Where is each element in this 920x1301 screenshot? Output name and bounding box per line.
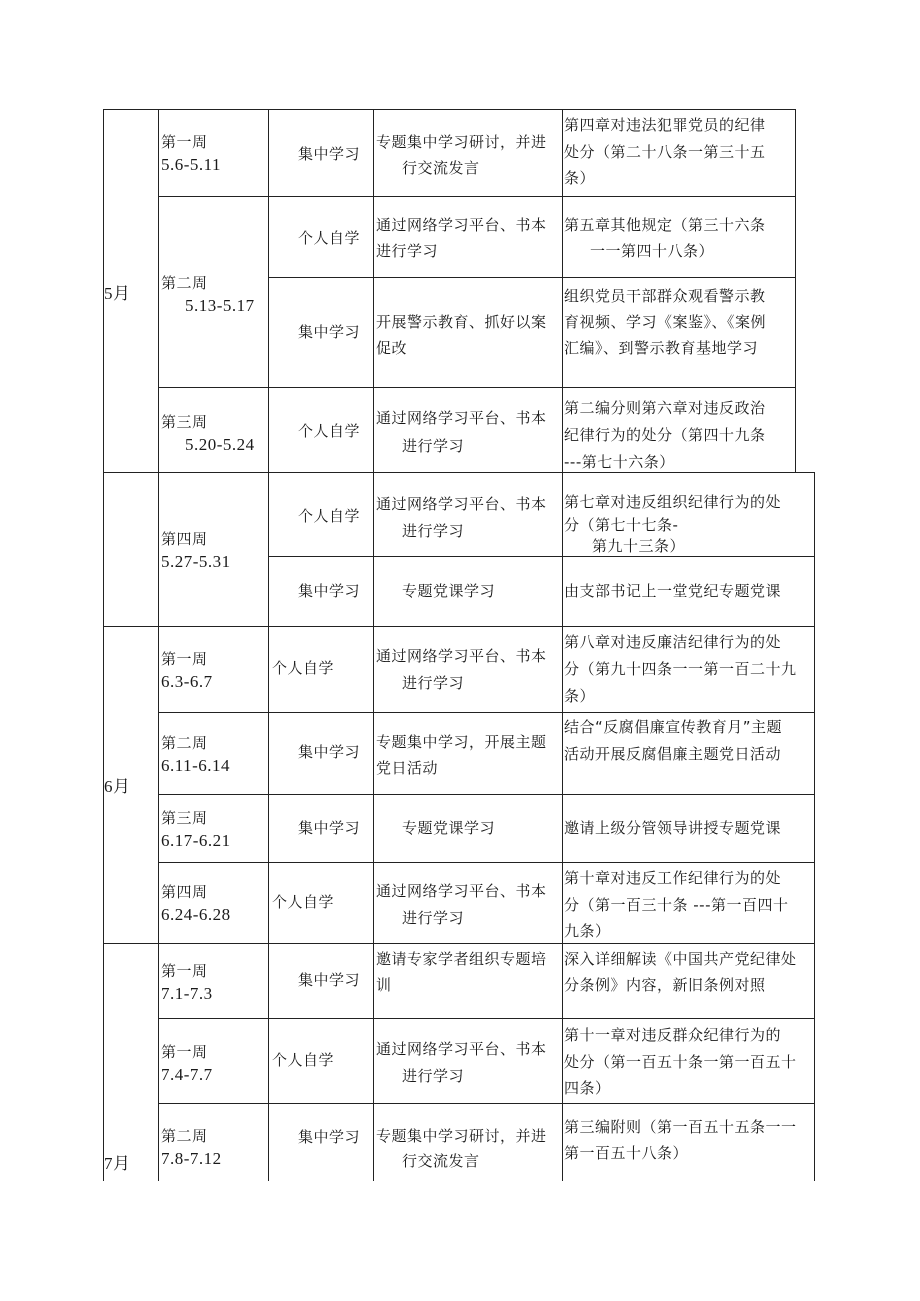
chapter-text: 第八章对违反廉洁纪律行为的处	[564, 633, 782, 651]
chapter-text: 处分（第一百五十条一第一百五十	[564, 1053, 797, 1071]
month-label: 7月	[104, 1154, 131, 1173]
week-label: 第一周	[161, 1043, 208, 1061]
study-content: 专题党课学习	[402, 819, 496, 837]
study-content: 专题集中学习研讨，并进	[376, 1127, 547, 1145]
study-content: 通过网络学习平台、书本	[376, 1040, 547, 1058]
chapter-text: 由支部书记上一堂党纪专题党课	[564, 582, 782, 600]
grid-line	[795, 109, 796, 473]
study-content: 促改	[376, 339, 408, 357]
chapter-text: 九条）	[564, 922, 611, 940]
study-content: 通过网络学习平台、书本	[376, 647, 547, 665]
week-label: 第一周	[161, 650, 208, 668]
study-content: 训	[376, 976, 392, 994]
study-form: 集中学习	[298, 1128, 361, 1146]
week-label: 第二周	[161, 734, 208, 752]
study-content: 通过网络学习平台、书本	[376, 882, 547, 900]
week-dates: 6.3-6.7	[161, 672, 213, 691]
study-content: 邀请专家学者组织专题培	[376, 950, 547, 968]
study-form: 个人自学	[298, 422, 361, 440]
week-dates: 6.11-6.14	[161, 756, 231, 775]
week-label: 第三周	[161, 413, 208, 431]
chapter-text: 活动开展反腐倡廉主题党日活动	[564, 745, 782, 763]
chapter-text: 第九十三条）	[592, 537, 686, 555]
chapter-text: 纪律行为的处分（第四十九条	[564, 426, 766, 444]
study-content: 通过网络学习平台、书本	[376, 495, 547, 513]
study-form: 个人自学	[298, 229, 361, 247]
week-label: 第二周	[161, 274, 208, 292]
study-form: 集中学习	[298, 819, 361, 837]
grid-line	[268, 277, 795, 278]
study-content: 专题党课学习	[402, 582, 496, 600]
grid-line	[103, 626, 814, 627]
week-dates: 5.6-5.11	[161, 155, 222, 174]
week-dates: 6.24-6.28	[161, 905, 231, 924]
study-content: 党日活动	[376, 759, 439, 777]
chapter-text: 分（第一百三十条 ---第一百四十	[564, 896, 789, 914]
chapter-text: 分（第七十七条-	[564, 516, 679, 534]
chapter-text: 第一百五十八条）	[564, 1144, 689, 1162]
study-form: 个人自学	[298, 507, 361, 525]
chapter-text: 处分（第二十八条一第三十五	[564, 143, 766, 161]
grid-line	[562, 109, 563, 1181]
chapter-text: ---第七十六条）	[564, 453, 675, 471]
study-content: 进行学习	[402, 909, 465, 927]
study-form: 集中学习	[298, 743, 361, 761]
grid-line	[268, 556, 814, 557]
study-content: 专题集中学习研讨，并进	[376, 133, 547, 151]
chapter-text: 第五章其他规定（第三十六条	[564, 216, 766, 234]
chapter-text: 汇编》、到警示教育基地学习	[564, 339, 759, 357]
study-content: 进行学习	[402, 674, 465, 692]
study-content: 通过网络学习平台、书本	[376, 216, 547, 234]
study-form: 集中学习	[298, 971, 361, 989]
chapter-text: 一一第四十八条）	[590, 242, 715, 260]
grid-line	[103, 109, 104, 1181]
week-dates: 5.20-5.24	[185, 435, 255, 454]
chapter-text: 邀请上级分管领导讲授专题党课	[564, 819, 782, 837]
week-dates: 6.17-6.21	[161, 831, 231, 850]
grid-line	[158, 196, 795, 197]
study-content: 进行学习	[402, 437, 465, 455]
study-content: 通过网络学习平台、书本	[376, 409, 547, 427]
study-content: 进行学习	[402, 1067, 465, 1085]
grid-line	[158, 387, 795, 388]
chapter-text: 深入详细解读《中国共产党纪律处	[564, 950, 797, 968]
week-label: 第三周	[161, 809, 208, 827]
grid-line	[158, 1018, 814, 1019]
grid-line	[103, 109, 795, 110]
week-dates: 7.8-7.12	[161, 1149, 222, 1168]
chapter-text: 分（第九十四条一一第一百二十九	[564, 660, 797, 678]
chapter-text: 育视频、学习《案鉴》、《案例	[564, 313, 767, 331]
study-form: 个人自学	[272, 893, 335, 911]
grid-line	[103, 943, 814, 944]
week-dates: 5.13-5.17	[185, 296, 255, 315]
week-dates: 7.1-7.3	[161, 984, 213, 1003]
grid-line	[103, 472, 814, 473]
grid-line	[814, 472, 815, 1181]
week-label: 第一周	[161, 962, 208, 980]
study-form: 集中学习	[298, 582, 361, 600]
chapter-text: 条）	[564, 169, 596, 187]
study-form: 个人自学	[272, 659, 335, 677]
grid-line	[158, 109, 159, 1181]
chapter-text: 第三编附则（第一百五十五条一一	[564, 1118, 797, 1136]
chapter-text: 条）	[564, 687, 596, 705]
chapter-text: 组织党员干部群众观看警示教	[564, 287, 766, 305]
chapter-text: 结合“反腐倡廉宣传教育月”主题	[564, 718, 783, 736]
chapter-text: 第二编分则第六章对违反政治	[564, 399, 766, 417]
study-content: 行交流发言	[402, 1152, 480, 1170]
grid-line	[158, 862, 814, 863]
study-form: 集中学习	[298, 323, 361, 341]
week-label: 第四周	[161, 883, 208, 901]
grid-line	[158, 794, 814, 795]
week-dates: 5.27-5.31	[161, 552, 231, 571]
grid-line	[373, 109, 374, 1181]
chapter-text: 分条例》内容，新旧条例对照	[564, 976, 766, 994]
month-label: 5月	[104, 284, 131, 303]
study-content: 进行学习	[402, 522, 465, 540]
chapter-text: 第七章对违反组织纪律行为的处	[564, 493, 782, 511]
week-label: 第二周	[161, 1127, 208, 1145]
week-label: 第四周	[161, 530, 208, 548]
week-dates: 7.4-7.7	[161, 1065, 213, 1084]
study-content: 专题集中学习，开展主题	[376, 733, 547, 751]
chapter-text: 四条）	[564, 1079, 611, 1097]
chapter-text: 第四章对违法犯罪党员的纪律	[564, 116, 766, 134]
grid-line	[268, 109, 269, 1181]
chapter-text: 第十一章对违反群众纪律行为的	[564, 1026, 782, 1044]
study-form: 集中学习	[298, 145, 361, 163]
study-form: 个人自学	[272, 1051, 335, 1069]
study-content: 进行学习	[376, 242, 439, 260]
week-label: 第一周	[161, 133, 208, 151]
chapter-text: 第十章对违反工作纪律行为的处	[564, 869, 782, 887]
month-label: 6月	[104, 777, 131, 796]
study-content: 行交流发言	[402, 159, 480, 177]
grid-line	[158, 1103, 814, 1104]
study-content: 开展警示教育、抓好以案	[376, 313, 547, 331]
grid-line	[158, 712, 814, 713]
